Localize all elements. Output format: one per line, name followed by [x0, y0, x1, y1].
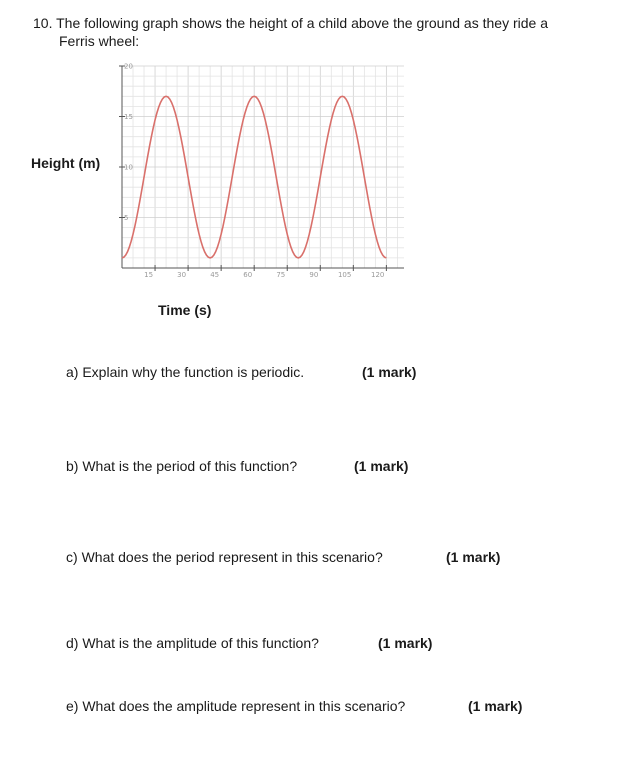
part-d-mark: (1 mark) — [378, 635, 433, 651]
x-tick-label: 60 — [243, 271, 253, 279]
x-tick-label: 120 — [371, 271, 385, 279]
part-c — [66, 548, 501, 566]
y-tick-label: 20 — [124, 62, 133, 71]
part-a-mark: (1 mark) — [362, 364, 417, 380]
y-tick-label: 15 — [124, 113, 133, 121]
y-tick-label: 5 — [124, 214, 129, 222]
part-e-mark: (1 mark) — [468, 698, 523, 714]
ferris-wheel-height-chart — [110, 58, 410, 288]
x-axis-label: Time (s) — [158, 302, 212, 318]
part-c-label: c) — [66, 549, 78, 565]
part-a-label: a) — [66, 364, 79, 380]
part-a-text: Explain why the function is periodic. — [82, 364, 305, 380]
x-tick-label: 45 — [210, 271, 220, 279]
question-text-line1: The following graph shows the height of a child above the ground as they ride a — [56, 15, 548, 31]
part-d — [66, 634, 433, 652]
part-d-text: What is the amplitude of this function? — [82, 635, 319, 651]
x-tick-label: 105 — [337, 271, 352, 279]
part-b-label: b) — [66, 458, 79, 474]
x-tick-label: 75 — [276, 271, 286, 279]
part-a — [66, 363, 417, 381]
question-number: 10. — [33, 15, 53, 31]
part-e-label: e) — [66, 698, 79, 714]
part-c-mark: (1 mark) — [446, 549, 501, 565]
part-b-text: What is the period of this function? — [82, 458, 298, 474]
question-prompt — [33, 14, 603, 50]
y-axis-label: Height (m) — [31, 155, 101, 171]
y-tick-label: 10 — [124, 163, 133, 172]
x-tick-label: 90 — [309, 271, 319, 279]
part-c-text: What does the period represent in this scenario? — [81, 549, 383, 565]
part-e — [66, 697, 523, 715]
part-e-text: What does the amplitude represent in this scenario? — [82, 698, 406, 714]
part-d-label: d) — [66, 635, 79, 651]
part-b — [66, 457, 409, 475]
part-b-mark: (1 mark) — [354, 458, 409, 474]
question-text-line2: Ferris wheel: — [59, 33, 140, 49]
x-tick-label: 30 — [177, 271, 187, 279]
x-tick-label: 15 — [144, 271, 154, 279]
